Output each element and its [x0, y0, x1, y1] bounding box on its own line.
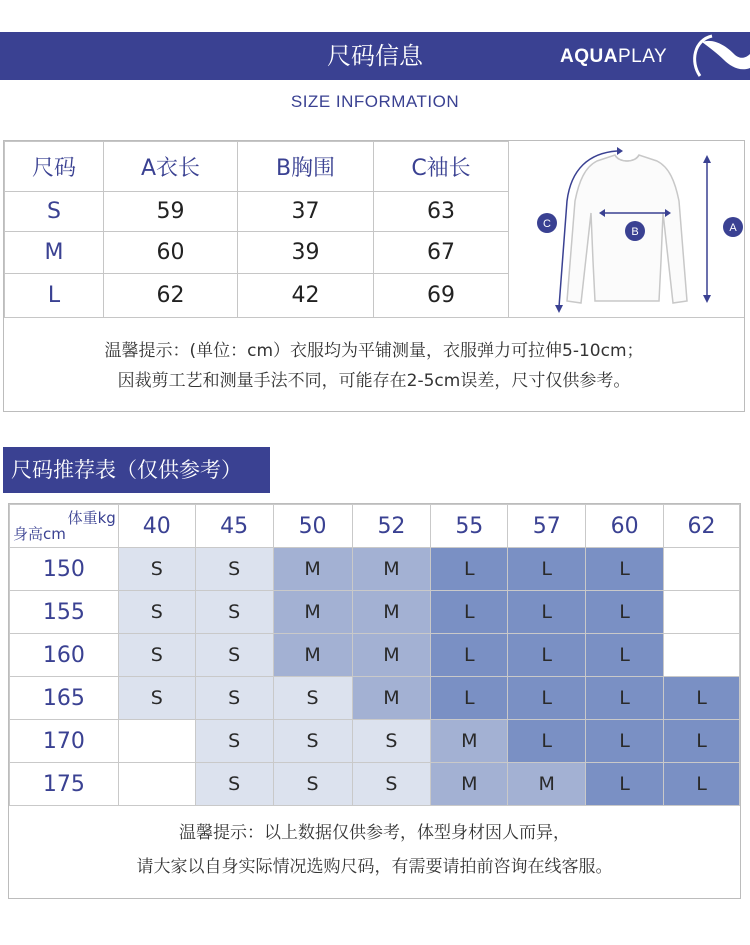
size-cell — [118, 720, 195, 763]
weight-header: 62 — [664, 505, 740, 548]
size-cell: S — [118, 634, 195, 677]
brand-logo-text — [560, 32, 667, 82]
garment-diagram — [508, 141, 745, 317]
page-subtitle: SIZE INFORMATION — [290, 92, 460, 111]
size-cell — [118, 763, 195, 806]
size-cell: S — [118, 677, 195, 720]
corner-cell — [10, 505, 119, 548]
weight-header: 40 — [118, 505, 195, 548]
recommend-panel — [8, 503, 741, 899]
size-cell: L — [508, 634, 586, 677]
header-bar — [0, 32, 750, 80]
size-info-panel — [3, 140, 745, 412]
size-cell — [664, 591, 740, 634]
size-cell: S — [273, 720, 352, 763]
size-cell: M — [352, 548, 431, 591]
size-tip — [4, 317, 744, 411]
size-cell: S — [352, 763, 431, 806]
size-cell: S — [273, 763, 352, 806]
recommend-table — [9, 504, 740, 806]
size-cell: L — [586, 720, 664, 763]
size-tip-line1: 温馨提示：(单位：cm）衣服均为平铺测量，衣服弹力可拉伸5-10cm； — [104, 341, 644, 361]
size-cell: L — [508, 720, 586, 763]
weight-header: 60 — [586, 505, 664, 548]
size-cell: L — [431, 548, 508, 591]
size-value: 63 — [374, 192, 509, 232]
recommend-tip-line2: 请大家以自身实际情况选购尺码，有需要请拍前咨询在线客服。 — [136, 857, 613, 877]
logo-bold: AQUA — [560, 46, 618, 67]
size-cell: L — [586, 763, 664, 806]
size-cell: L — [508, 548, 586, 591]
size-header-length: A衣长 — [104, 142, 238, 192]
size-cell: L — [508, 591, 586, 634]
size-header-chest: B胸围 — [238, 142, 374, 192]
size-cell: L — [664, 720, 740, 763]
height-label: 175 — [10, 763, 119, 806]
size-cell: S — [118, 591, 195, 634]
size-table — [4, 141, 509, 318]
recommend-row — [10, 591, 740, 634]
badge-b: B — [631, 226, 639, 238]
badge-a: A — [729, 222, 737, 234]
size-cell: S — [195, 634, 273, 677]
recommend-row — [10, 720, 740, 763]
size-cell: M — [508, 763, 586, 806]
size-cell — [664, 634, 740, 677]
size-header-sleeve: C袖长 — [374, 142, 509, 192]
size-cell: M — [352, 591, 431, 634]
size-cell — [664, 548, 740, 591]
weight-header: 50 — [273, 505, 352, 548]
size-cell: S — [195, 677, 273, 720]
size-label: S — [5, 192, 104, 232]
size-cell: L — [586, 677, 664, 720]
size-cell: L — [508, 677, 586, 720]
size-header-size: 尺码 — [5, 142, 104, 192]
size-cell: L — [431, 634, 508, 677]
recommend-row — [10, 677, 740, 720]
recommend-title: 尺码推荐表（仅供参考） — [3, 447, 270, 493]
recommend-row — [10, 548, 740, 591]
size-cell: M — [273, 634, 352, 677]
size-cell: L — [431, 677, 508, 720]
height-label: 170 — [10, 720, 119, 763]
size-value: 37 — [238, 192, 374, 232]
height-label: 150 — [10, 548, 119, 591]
size-cell: S — [195, 591, 273, 634]
size-cell: S — [352, 720, 431, 763]
size-cell: S — [195, 548, 273, 591]
size-tip-line2: 因裁剪工艺和测量手法不同，可能存在2-5cm误差，尺寸仅供参考。 — [117, 371, 631, 391]
size-value: 42 — [238, 274, 374, 318]
size-cell: M — [431, 720, 508, 763]
size-cell: L — [431, 591, 508, 634]
size-cell: L — [664, 763, 740, 806]
size-cell: S — [195, 763, 273, 806]
size-value: 67 — [374, 232, 509, 274]
size-cell: S — [118, 548, 195, 591]
recommend-tip-line1: 温馨提示：以上数据仅供参考，体型身材因人而异， — [179, 823, 570, 843]
size-cell: L — [586, 548, 664, 591]
weight-axis-label: 体重kg — [67, 509, 116, 527]
size-value: 60 — [104, 232, 238, 274]
recommend-tip — [9, 802, 740, 898]
size-label: M — [5, 232, 104, 274]
size-cell: L — [586, 591, 664, 634]
size-cell: S — [273, 677, 352, 720]
size-cell: M — [273, 591, 352, 634]
size-value: 39 — [238, 232, 374, 274]
wave-logo-icon — [682, 32, 750, 80]
size-cell: M — [273, 548, 352, 591]
height-label: 165 — [10, 677, 119, 720]
badge-c: C — [543, 218, 551, 230]
recommend-row — [10, 763, 740, 806]
size-value: 69 — [374, 274, 509, 318]
size-cell: S — [195, 720, 273, 763]
size-cell: M — [352, 634, 431, 677]
weight-header: 45 — [195, 505, 273, 548]
size-label: L — [5, 274, 104, 318]
logo-light: PLAY — [617, 46, 668, 67]
height-label: 160 — [10, 634, 119, 677]
size-cell: L — [664, 677, 740, 720]
page-title: 尺码信息 — [327, 42, 423, 70]
recommend-row — [10, 634, 740, 677]
weight-header: 55 — [431, 505, 508, 548]
size-cell: M — [352, 677, 431, 720]
size-cell: M — [431, 763, 508, 806]
weight-header: 57 — [508, 505, 586, 548]
size-value: 62 — [104, 274, 238, 318]
size-cell: L — [586, 634, 664, 677]
weight-header: 52 — [352, 505, 431, 548]
height-axis-label: 身高cm — [13, 525, 66, 543]
size-value: 59 — [104, 192, 238, 232]
height-label: 155 — [10, 591, 119, 634]
